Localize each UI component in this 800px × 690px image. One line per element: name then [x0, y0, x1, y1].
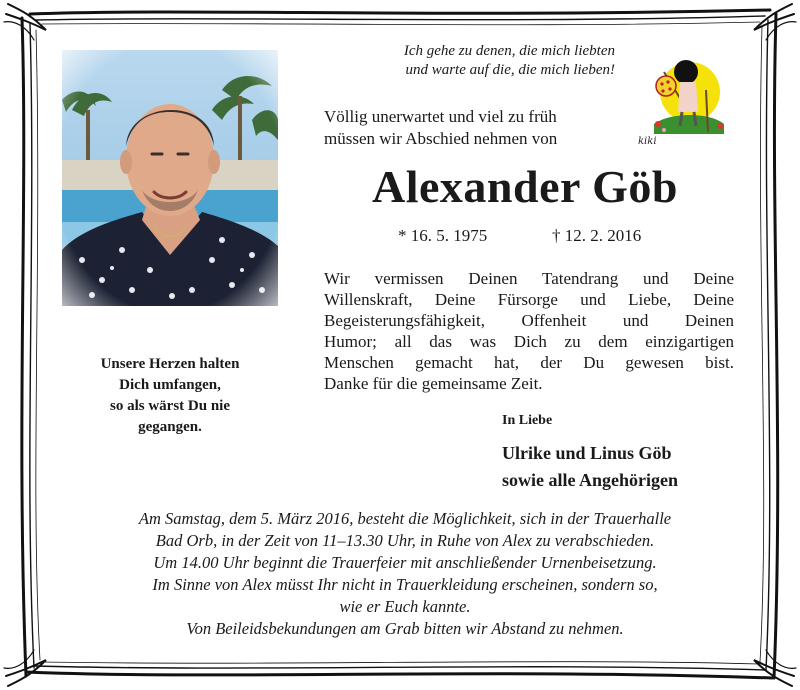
memorial-quote — [330, 42, 615, 80]
verse — [62, 354, 278, 438]
notice-line: Um 14.00 Uhr beginnt die Trauerfeier mit anschließender Urnenbeisetzung. — [153, 553, 657, 572]
notice-line: wie er Euch kannte. — [339, 597, 471, 616]
message-line: Menschen gemacht hat, der Du gewesen bist. — [324, 353, 734, 372]
verse-line: so als wärst Du nie — [109, 398, 230, 414]
verse-line: gegangen. — [138, 419, 202, 435]
portrait-photo — [62, 50, 278, 306]
quote-line: und warte auf die, die mich lieben! — [405, 62, 615, 78]
quote-line: Ich gehe zu denen, die mich liebten — [403, 43, 615, 59]
birth-date: * 16. 5. 1975 — [398, 226, 488, 245]
mourner-line: Ulrike und Linus Göb — [502, 443, 672, 463]
verse-line: Unsere Herzen halten — [100, 356, 240, 372]
message-line: Humor; all das was Dich zu dem einzigartigen — [324, 332, 734, 351]
intro-line: müssen wir Abschied nehmen von — [324, 129, 558, 148]
wanderer-illustration — [624, 46, 732, 146]
message-line: Begeisterungsfähigkeit, Offenheit und Deinen — [324, 311, 734, 330]
notice-line: Bad Orb, in der Zeit von 11–13.30 Uhr, in Ruhe von Alex zu verabschieden. — [155, 531, 655, 550]
message-line: Wir vermissen Deinen Tatendrang und Deine — [324, 269, 734, 288]
mourner-line: sowie alle Angehörigen — [502, 470, 678, 490]
deceased-name: Alexander Göb — [372, 161, 678, 212]
mourners — [502, 440, 762, 494]
funeral-notice — [60, 508, 750, 640]
memorial-message — [324, 268, 734, 394]
verse-line: Dich umfangen, — [119, 377, 221, 393]
notice-line: Am Samstag, dem 5. März 2016, besteht die Möglichkeit, sich in der Trauerhalle — [138, 509, 672, 528]
death-date: † 12. 2. 2016 — [552, 226, 642, 245]
message-line: Danke für die gemeinsame Zeit. — [324, 374, 543, 393]
message-line: Willenskraft, Deine Fürsorge und Liebe, Deine — [324, 290, 734, 309]
illustration-signature: kiki — [638, 136, 657, 146]
intro-text — [324, 106, 624, 150]
in-liebe-label: In Liebe — [502, 413, 553, 428]
notice-line: Im Sinne von Alex müsst Ihr nicht in Trauerkleidung erscheinen, sondern so, — [152, 575, 658, 594]
notice-line: Von Beileidsbekundungen am Grab bitten wir Abstand zu nehmen. — [186, 619, 624, 638]
intro-line: Völlig unerwartet und viel zu früh — [324, 107, 557, 126]
